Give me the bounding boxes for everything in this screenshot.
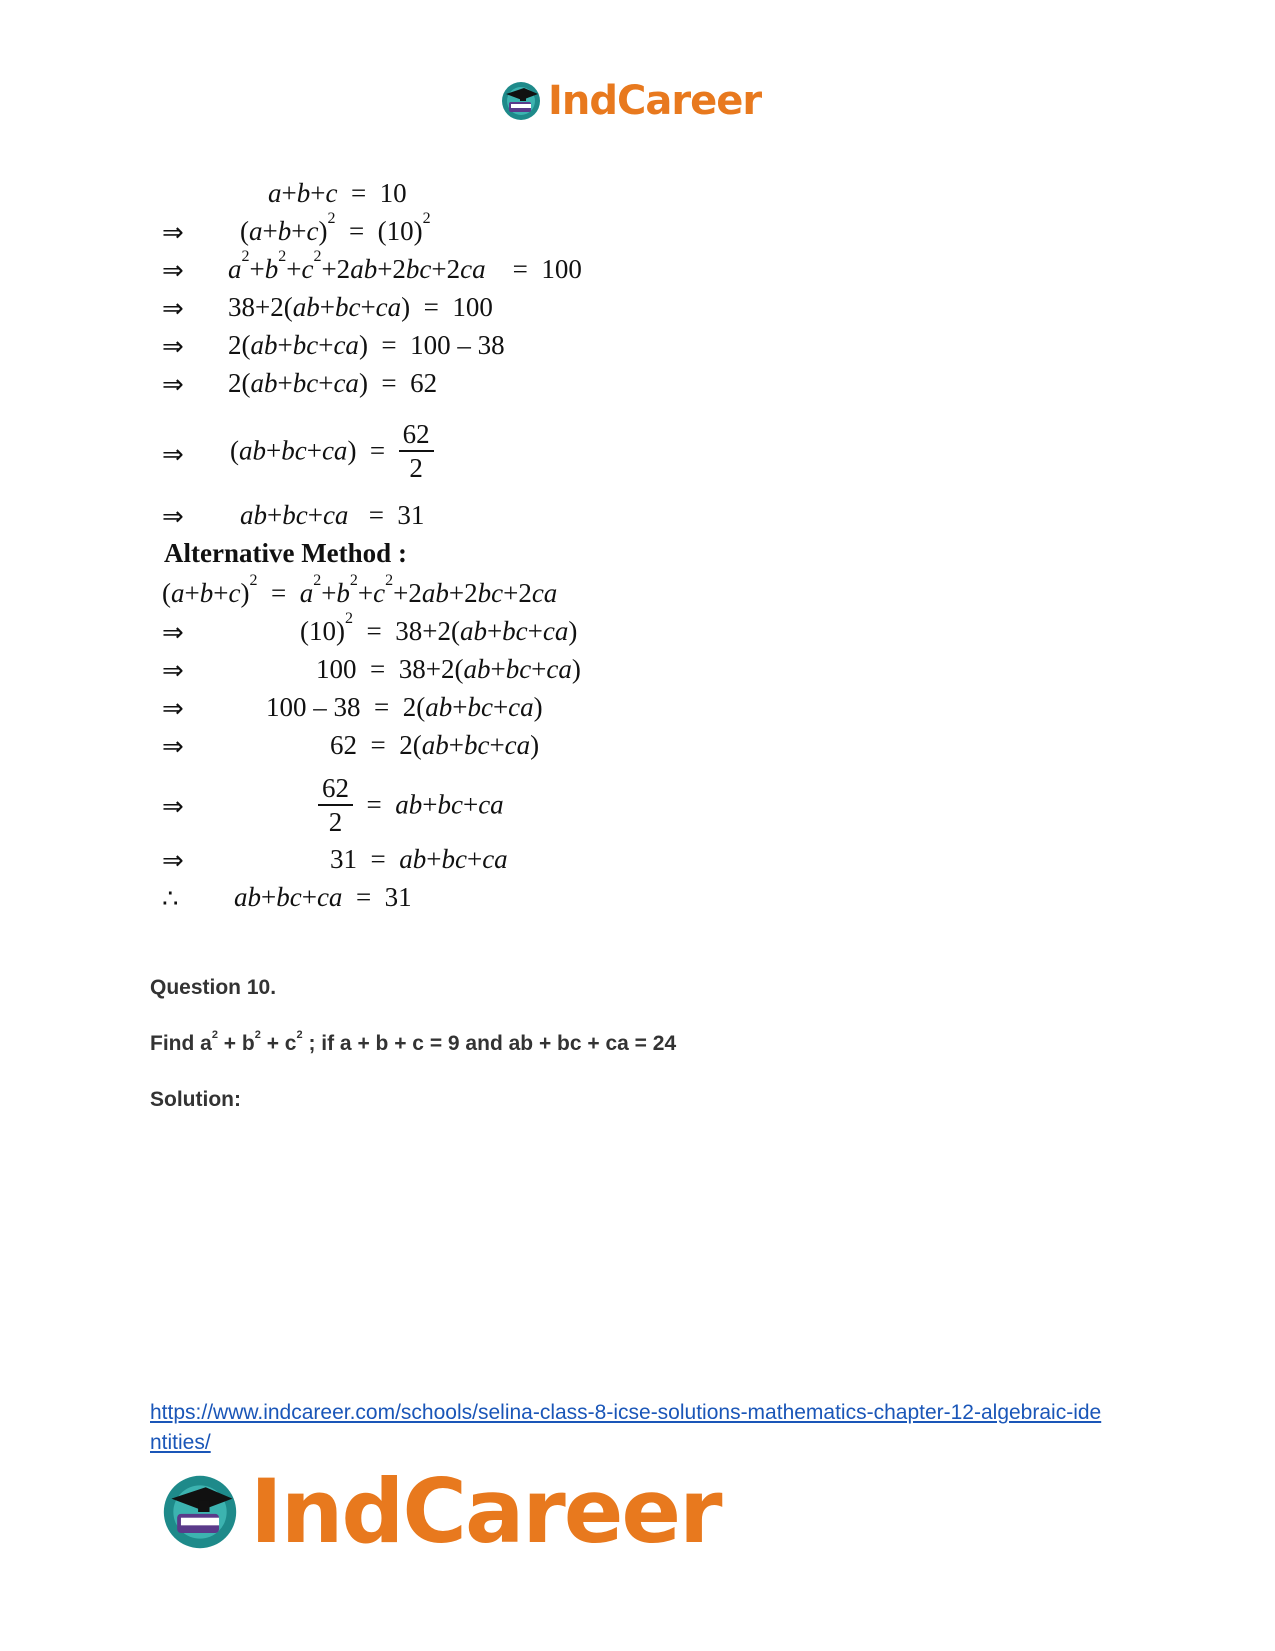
implies-arrow: ⇒: [162, 294, 184, 323]
math-alt-line-4: 100 – 38 = 2(ab+bc+ca): [266, 692, 543, 722]
fraction: $\frac{62}{2}$: [399, 418, 434, 484]
math-alt-line-5: 62 = 2(ab+bc+ca): [330, 730, 540, 760]
math-line-8: ab+bc+ca = 31: [240, 500, 425, 530]
implies-arrow: ⇒: [162, 618, 184, 647]
indcareer-logo-top: [500, 78, 761, 124]
implies-arrow: ⇒: [162, 218, 184, 247]
math-alt-line-6: $\frac{62}{2}$ = ab+bc+ca: [318, 772, 504, 838]
math-alt-line-3: 100 = 38+2(ab+bc+ca): [316, 654, 581, 684]
solution-label: Solution:: [150, 1088, 241, 1111]
math-alt-line-8: ab+bc+ca = 31: [234, 882, 412, 912]
math-line-3: $a^2+b^2+c^2+2ab+2bc+2ca$ = 100: [228, 248, 582, 284]
implies-arrow: ⇒: [162, 694, 184, 723]
math-line-2: $(a+b+c)^2 = (10)^2$: [240, 210, 431, 246]
logo-wordmark: IndCareer: [548, 78, 762, 124]
implies-arrow: ⇒: [162, 792, 184, 821]
graduation-globe-icon: [160, 1472, 240, 1552]
math-line-4: 38+2(ab+bc+ca) = 100: [228, 292, 493, 322]
implies-arrow: ⇒: [162, 656, 184, 685]
graduation-globe-icon: [500, 80, 542, 122]
implies-arrow: ⇒: [162, 440, 184, 469]
implies-arrow: ⇒: [162, 370, 184, 399]
math-alt-line-1: $(a+b+c)^2 = a^2+b^2+c^2+2ab+2bc+2ca$: [162, 572, 558, 608]
question-text: Find $a^2 + b^2 + c^2$ ; if a + b + c = 9 and ab + bc + ca = 24: [150, 1029, 677, 1055]
indcareer-logo-bottom: [160, 1460, 721, 1563]
implies-arrow: ⇒: [162, 846, 184, 875]
math-line-1: a+b+c = 10: [268, 178, 407, 208]
therefore-symbol: ∴: [162, 884, 179, 913]
math-alt-line-7: 31 = ab+bc+ca: [330, 844, 508, 874]
fraction: $\frac{62}{2}$: [318, 772, 353, 838]
alternative-method-heading: Alternative Method :: [164, 538, 407, 568]
implies-arrow: ⇒: [162, 732, 184, 761]
math-line-5: 2(ab+bc+ca) = 100 – 38: [228, 330, 505, 360]
implies-arrow: ⇒: [162, 502, 184, 531]
implies-arrow: ⇒: [162, 256, 184, 285]
implies-arrow: ⇒: [162, 332, 184, 361]
question-title: Question 10.: [150, 976, 277, 999]
logo-wordmark: IndCareer: [250, 1460, 721, 1563]
math-alt-line-2: $(10)^2 = 38+2(ab+bc+ca)$: [300, 610, 578, 646]
math-line-7: (ab+bc+ca) = $\frac{62}{2}$: [230, 418, 434, 484]
math-line-6: 2(ab+bc+ca) = 62: [228, 368, 438, 398]
footer-url-link[interactable]: https://www.indcareer.com/schools/selina-class-8-icse-solutions-mathematics-chapter-12-algebraic-identities/: [150, 1401, 1102, 1454]
